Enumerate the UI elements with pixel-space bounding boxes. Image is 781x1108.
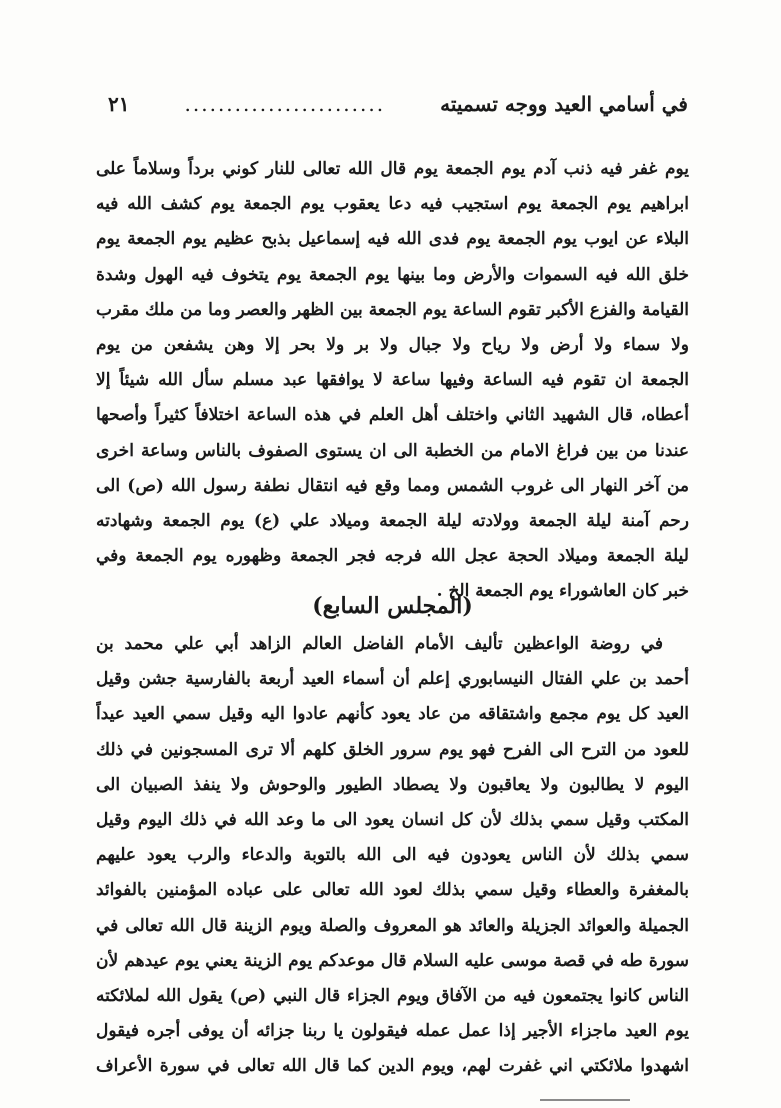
- text-line: في روضة الواعظين تأليف الأمام الفاضل العالم الزاهد أبي علي محمد بن: [96, 634, 663, 654]
- header-leader-dots: ........................: [184, 92, 386, 116]
- text-line: الجمعة ان تقوم فيه الساعة وفيها ساعة لا يوافقها عبد مسلم سأل الله شيئاً إلا: [96, 370, 689, 391]
- text-line: بالمغفرة والعطاء وقيل سمي بذلك لعود الله تعالى على عباده المؤمنين بالفوائد: [96, 880, 689, 901]
- text-line: سورة طه في قصة موسى عليه السلام قال موعدكم يوم الزينة يعني يوم عيدهم لأن: [96, 950, 689, 971]
- text-line: رحم آمنة ليلة الجمعة وولادته ليلة الجمعة وميلاد علي (ع) يوم الجمعة وشهادته: [96, 510, 689, 531]
- page-number: ٢١: [108, 92, 130, 116]
- text-line: أعطاه، قال الشهيد الثاني واختلف أهل العلم في هذه الساعة اختلافاً كثيراً وأصحها: [96, 405, 689, 426]
- text-line: عندنا من بين فراغ الامام من الخطبة الى ان يستوى الصفوف بالناس وساعة اخرى: [96, 440, 689, 461]
- text-line: ليلة الجمعة وميلاد الحجة عجل الله فرجه فجر الجمعة وظهوره يوم الجمعة وفي: [96, 546, 689, 567]
- text-line: اشهدوا ملائكتي اني غفرت لهم، ويوم الدين كما قال الله تعالى في سورة الأعراف: [96, 1056, 689, 1077]
- text-line: للعود من الترح الى الفرح فهو يوم سرور الخلق كلهم ألا ترى المسجونين في ذلك: [96, 739, 689, 760]
- running-header: [108, 86, 688, 122]
- text-line: القيامة والفزع الأكبر تقوم الساعة يوم الجمعة بين الظهر والعصر وما من ملك مقرب: [96, 299, 689, 320]
- text-line: اليوم لا يطالبون ولا يعاقبون ولا يصطاد الطيور والوحوش ولا ينفذ الصبيان الى: [96, 774, 689, 795]
- text-line: سمي بذلك لأن الناس يعودون فيه الى الله بالتوبة والدعاء والرب يعود عليهم: [96, 845, 689, 866]
- text-line: البلاء عن ايوب يوم الجمعة يوم فدى الله فيه إسماعيل بذبح عظيم يوم الجمعة يوم: [96, 229, 689, 250]
- text-line: خلق الله فيه السموات والأرض وما بينها يوم الجمعة يوم يتخوف فيه الهول وشدة: [96, 264, 689, 285]
- text-line: يوم غفر فيه ذنب آدم يوم الجمعة يوم قال الله تعالى للنار كوني برداً وسلاماً على: [96, 159, 689, 179]
- text-line: من آخر النهار الى غروب الشمس ومما وقع فيه انتقال نطفة رسول الله (ص) الى: [96, 475, 689, 496]
- text-line: المكتب وقيل سمي بذلك لأن كل انسان يعود الى ما وعد الله في ذلك اليوم وقيل: [96, 809, 689, 830]
- text-line: الجميلة والعوائد الجزيلة والعائد هو المعروف والصلة ويوم الزينة قال الله تعالى في: [96, 915, 689, 936]
- text-line: ابراهيم يوم الجمعة يوم استجيب فيه دعا يعقوب يوم الجمعة يوم كشف الله فيه: [96, 194, 689, 215]
- text-line: الناس كانوا يجتمعون فيه من الآفاق ويوم الجزاء قال النبي (ص) يقول الله لملائكته: [96, 985, 689, 1006]
- header-title: في أسامي العيد ووجه تسميته: [440, 92, 688, 116]
- paragraph-1: [96, 152, 689, 609]
- text-line: ولا سماء ولا أرض ولا رياح ولا جبال ولا بر ولا بحر إلا وهن يشفعن من يوم: [96, 334, 689, 355]
- text-line: يوم العيد ماجزاء الأجير إذا عمل عمله فيقولون يا ربنا جزائه أن يوفى أجره فيقول: [96, 1021, 689, 1042]
- text-line: العيد كل يوم مجمع واشتقاقه من عاد يعود كأنهم عادوا اليه وقيل سمي العيد عيداً: [96, 704, 689, 725]
- paragraph-2: [96, 627, 689, 1084]
- bottom-divider: [540, 1099, 630, 1101]
- text-line: أحمد بن علي الفتال النيسابوري إعلم أن أسماء العيد أربعة بالفارسية جشن وقيل: [96, 669, 689, 690]
- section-heading: (المجلس السابع): [312, 593, 473, 619]
- text-line: خبر كان العاشوراء يوم الجمعة الخ .: [436, 581, 689, 602]
